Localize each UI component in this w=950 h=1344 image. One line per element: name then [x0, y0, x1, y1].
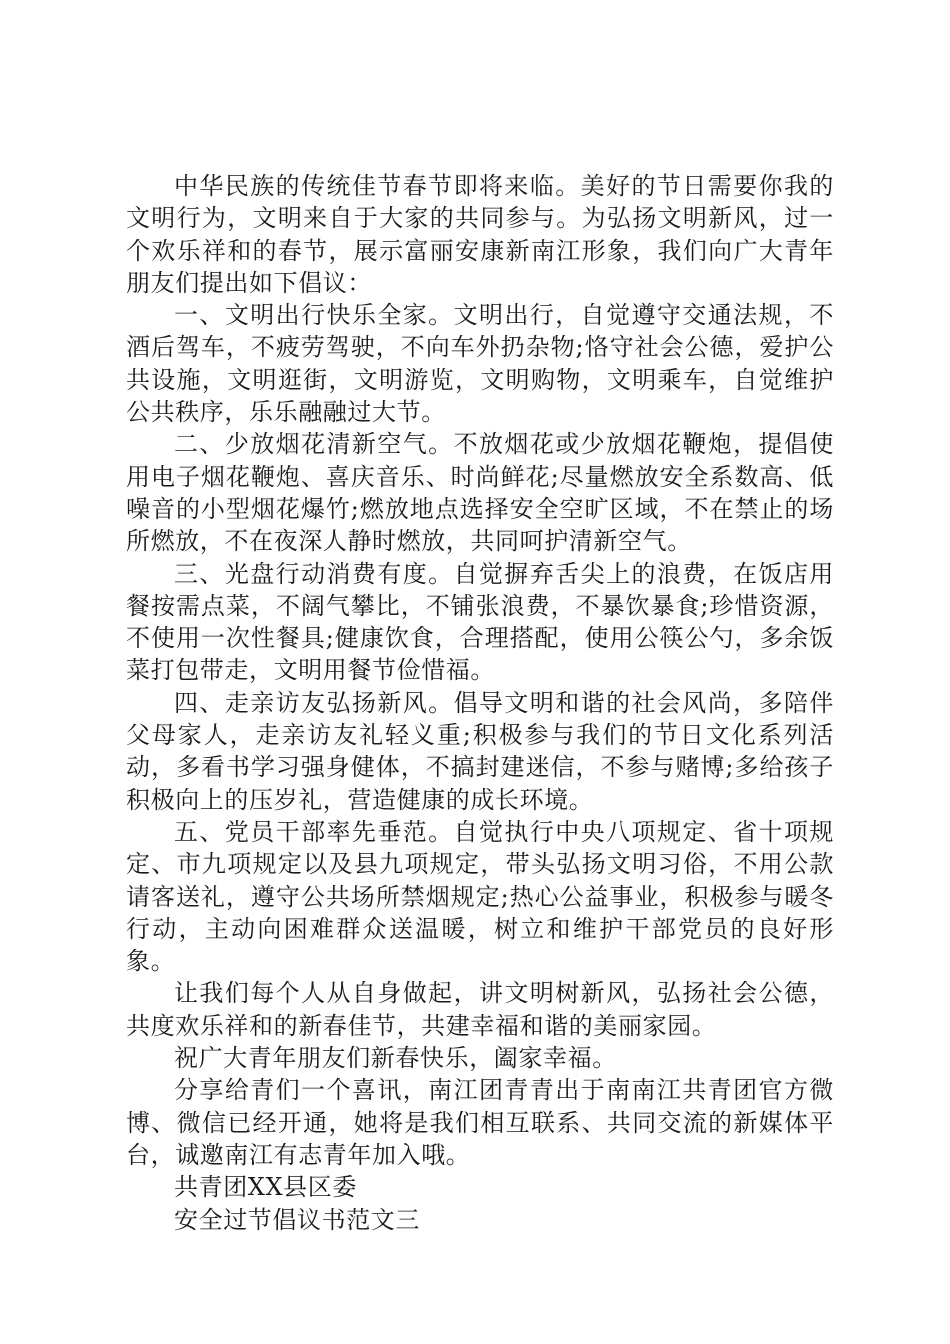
- paragraph-item-2: 二、少放烟花清新空气。不放烟花或少放烟花鞭炮，提倡使用电子烟花鞭炮、喜庆音乐、时尚鲜花;尽量燃放安全系数高、低噪音的小型烟花爆竹;燃放地点选择安全空旷区域，不在禁止的场所燃放，不在夜深人静时燃放，共同呵护清新空气。: [126, 430, 834, 556]
- paragraph-announcement: 分享给青们一个喜讯，南江团青青出于南南江共青团官方微博、微信已经开通，她将是我们相互联系、共同交流的新媒体平台，诚邀南江有志青年加入哦。: [126, 1076, 834, 1169]
- paragraph-intro: 中华民族的传统佳节春节即将来临。美好的节日需要你我的文明行为，文明来自于大家的共同参与。为弘扬文明新风，过一个欢乐祥和的春节，展示富丽安康新南江形象，我们向广大青年朋友们提出如下倡议：: [126, 172, 834, 297]
- next-section-title: 安全过节倡议书范文三: [174, 1205, 420, 1234]
- signature-organization: 共青团XX县区委: [174, 1173, 357, 1202]
- paragraph-item-4: 四、走亲访友弘扬新风。倡导文明和谐的社会风尚，多陪伴父母家人，走亲访友礼轻义重;积极参与我们的节日文化系列活动，多看书学习强身健体，不搞封建迷信，不参与赌博;多给孩子积极向上的压岁礼，营造健康的成长环境。: [126, 688, 834, 814]
- paragraph-item-3: 三、光盘行动消费有度。自觉摒弃舌尖上的浪费，在饭店用餐按需点菜，不阔气攀比，不铺张浪费，不暴饮暴食;珍惜资源，不使用一次性餐具;健康饮食，合理搭配，使用公筷公勺，多余饭菜打包带走，文明用餐节俭惜福。: [126, 559, 834, 685]
- document-body: [126, 170, 834, 1236]
- paragraph-item-1: 一、文明出行快乐全家。文明出行，自觉遵守交通法规，不酒后驾车，不疲劳驾驶，不向车外扔杂物;恪守社会公德，爱护公共设施，文明逛街，文明游览，文明购物，文明乘车，自觉维护公共秩序，乐乐融融过大节。: [126, 301, 834, 427]
- paragraph-call-to-action: 让我们每个人从自身做起，讲文明树新风，弘扬社会公德，共度欢乐祥和的新春佳节，共建幸福和谐的美丽家园。: [126, 979, 834, 1040]
- paragraph-greeting: 祝广大青年朋友们新春快乐，阖家幸福。: [174, 1044, 617, 1073]
- paragraph-item-5: 五、党员干部率先垂范。自觉执行中央八项规定、省十项规定、市九项规定以及县九项规定，带头弘扬文明习俗，不用公款请客送礼，遵守公共场所禁烟规定;热心公益事业，积极参与暖冬行动，主动向困难群众送温暖，树立和维护干部党员的良好形象。: [126, 817, 834, 976]
